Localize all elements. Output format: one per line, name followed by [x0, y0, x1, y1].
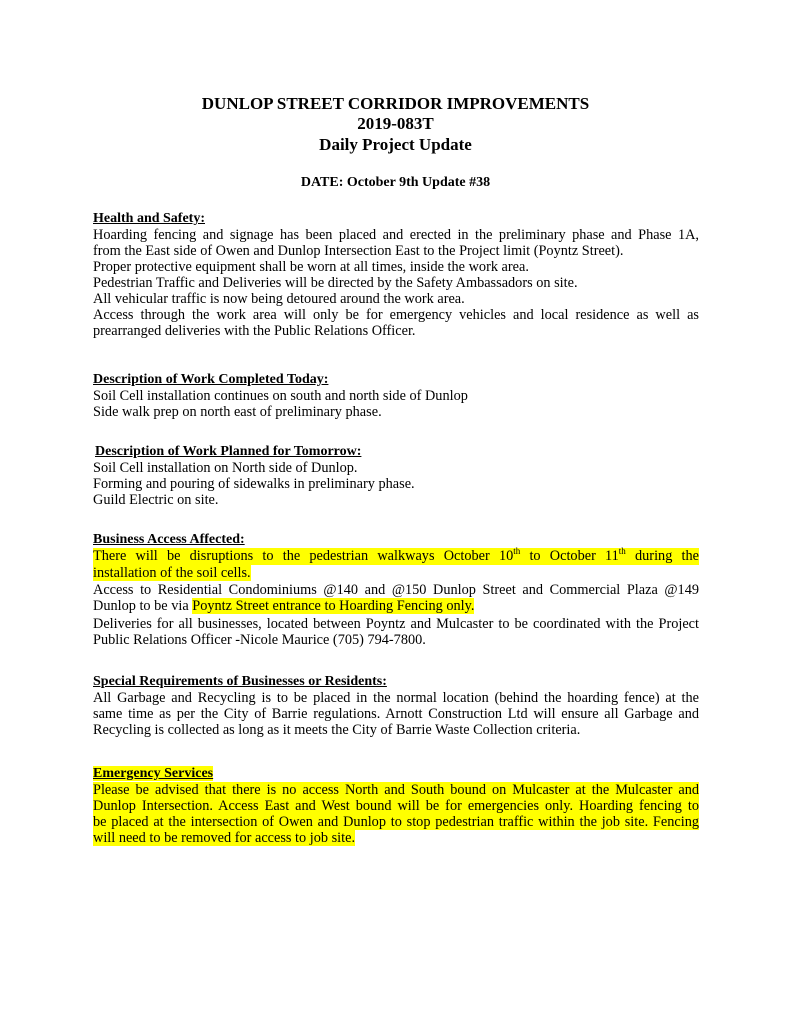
disruption-notice-continued: installation of the soil cells. [93, 565, 251, 581]
residential-access-line: Access to Residential Condominiums @140 and @150 Dunlop Street and Commercial Plaza @149 [93, 582, 699, 598]
emergency-services-line: will need to be removed for access to job site. [93, 830, 356, 846]
special-requirements-line: same time as per the City of Barrie regulations. Arnott Construction Ltd will ensure all Garbage and [93, 706, 699, 722]
health-safety-line: from the East side of Owen and Dunlop Intersection East to the Project limit (Poyntz Street). [93, 243, 624, 259]
work-planned-heading: Description of Work Planned for Tomorrow: [95, 444, 362, 459]
health-safety-line: Pedestrian Traffic and Deliveries will be directed by the Safety Ambassadors on site. [93, 275, 578, 291]
special-requirements-line: Recycling is collected as long as it meets the City of Barrie Waste Collection criteria. [93, 722, 581, 738]
work-completed-heading: Description of Work Completed Today: [93, 372, 329, 387]
deliveries-line: Public Relations Officer -Nicole Maurice (705) 794-7800. [93, 632, 426, 648]
update-date: DATE: October 9th Update #38 [300, 175, 491, 190]
work-planned-line: Soil Cell installation on North side of Dunlop. [93, 460, 358, 476]
work-completed-line: Soil Cell installation continues on south and north side of Dunlop [93, 388, 468, 404]
business-access-heading: Business Access Affected: [93, 532, 245, 547]
emergency-services-line: be placed at the intersection of Owen and Dunlop to stop pedestrian traffic within the job site. Fencing [93, 814, 699, 830]
health-safety-line: All vehicular traffic is now being detoured around the work area. [93, 291, 465, 307]
work-completed-line: Side walk prep on north east of preliminary phase. [93, 404, 382, 420]
health-safety-line: Hoarding fencing and signage has been placed and erected in the preliminary phase and Phase 1A, [93, 227, 699, 243]
health-safety-heading: Health and Safety: [93, 211, 205, 226]
emergency-services-line: Please be advised that there is no access North and South bound on Mulcaster at the Mulcaster and [93, 782, 699, 798]
emergency-services-line: Dunlop Intersection. Access East and West bound will be for emergencies only. Hoarding fencing to [93, 798, 699, 814]
health-safety-line: Access through the work area will only be for emergency vehicles and local residence as well as [93, 307, 699, 323]
poyntz-entrance-highlight: Poyntz Street entrance to Hoarding Fencing only. [192, 598, 475, 614]
project-number: 2019-083T [357, 114, 434, 133]
document-title-line-1: DUNLOP STREET CORRIDOR IMPROVEMENTS [201, 94, 590, 113]
work-planned-line: Forming and pouring of sidewalks in preliminary phase. [93, 476, 415, 492]
health-safety-line: prearranged deliveries with the Public Relations Officer. [93, 323, 416, 339]
residential-access-line: Dunlop to be via Poyntz Street entrance to Hoarding Fencing only. [93, 598, 475, 614]
work-planned-line: Guild Electric on site. [93, 492, 219, 508]
disruption-notice: There will be disruptions to the pedestrian walkways October 10th to October 11th during the [93, 546, 699, 564]
deliveries-line: Deliveries for all businesses, located between Poyntz and Mulcaster to be coordinated with the Project [93, 616, 699, 632]
document-subtitle: Daily Project Update [319, 135, 472, 154]
health-safety-line: Proper protective equipment shall be worn at all times, inside the work area. [93, 259, 529, 275]
emergency-services-heading: Emergency Services [93, 766, 214, 781]
special-requirements-line: All Garbage and Recycling is to be placed in the normal location (behind the hoarding fence) at the [93, 690, 699, 706]
special-requirements-heading: Special Requirements of Businesses or Residents: [93, 674, 387, 689]
